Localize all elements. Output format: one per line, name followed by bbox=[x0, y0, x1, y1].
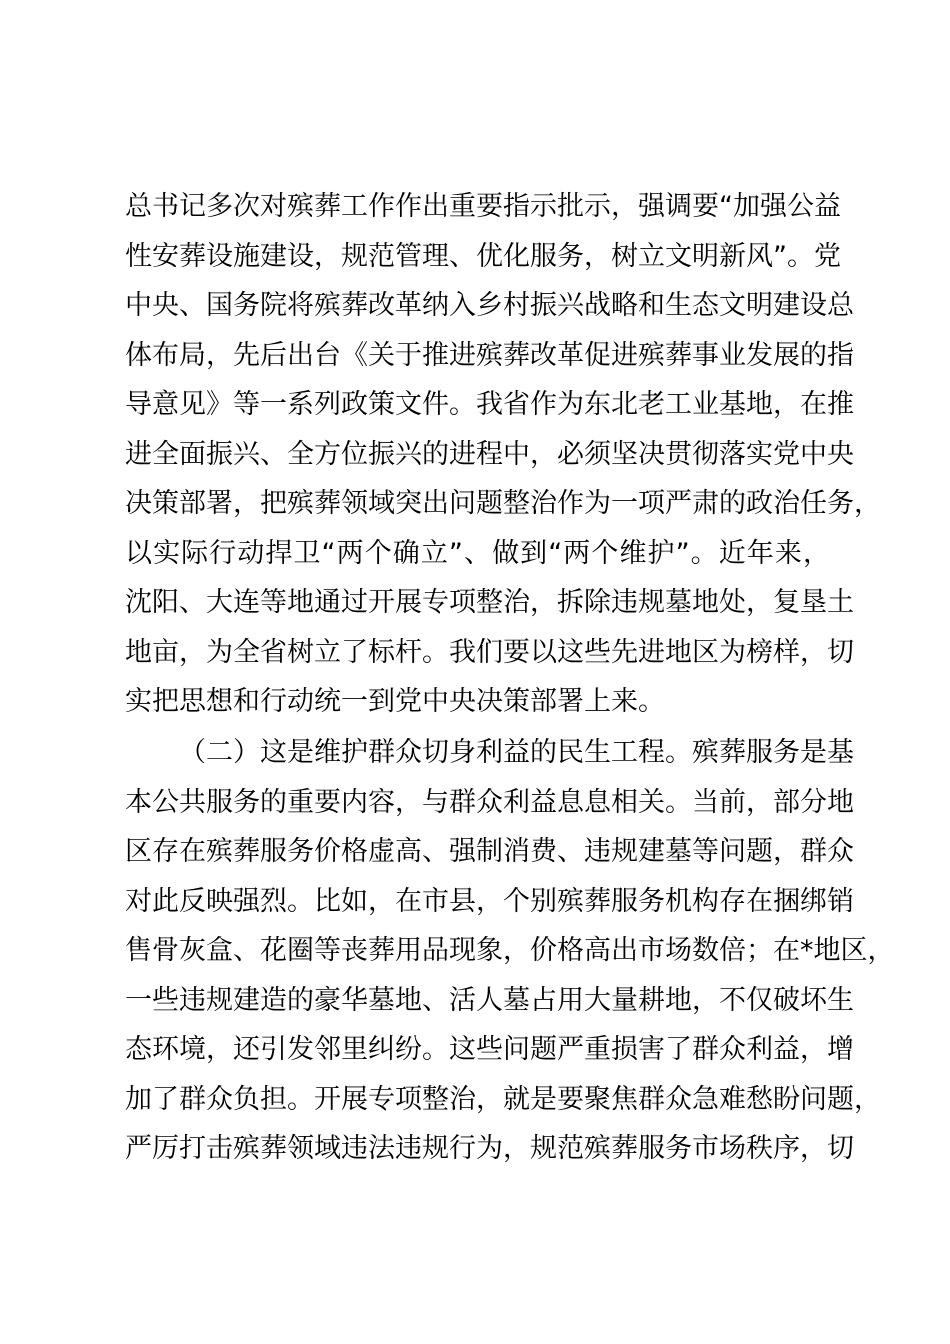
text-line: 对此反映强烈。比如，在市县，个别殡葬服务机构存在捆绑销 bbox=[125, 885, 854, 917]
text-line: 以实际行动捍卫“两个确立”、做到“两个维护”。近年来， bbox=[125, 537, 830, 569]
text-line: 导意见》等一系列政策文件。我省作为东北老工业基地，在推 bbox=[125, 389, 854, 420]
text-line: 态环境，还引发邻里纠纷。这些问题严重损害了群众利益，增 bbox=[125, 1034, 854, 1065]
text-line: 总书记多次对殡葬工作作出重要指示批示，强调要“加强公益 bbox=[125, 191, 841, 222]
text-line: 售骨灰盒、花圈等丧葬用品现象，价格高出市场数倍；在*地区， bbox=[125, 935, 895, 966]
text-line: 区存在殡葬服务价格虚高、强制消费、违规建墓等问题，群众 bbox=[125, 836, 854, 867]
text-line: 严厉打击殡葬领域违法违规行为，规范殡葬服务市场秩序，切 bbox=[125, 1133, 854, 1164]
text-line: 性安葬设施建设，规范管理、优化服务，树立文明新风”。党 bbox=[125, 240, 841, 272]
text-line: 实把思想和行动统一到党中央决策部署上来。 bbox=[125, 686, 665, 717]
paragraph-2 bbox=[125, 728, 895, 1174]
text-line: （二）这是维护群众切身利益的民生工程。殡葬服务是基 bbox=[179, 737, 854, 768]
text-line: 中央、国务院将殡葬改革纳入乡村振兴战略和生态文明建设总 bbox=[125, 290, 854, 321]
text-line: 沈阳、大连等地通过开展专项整治，拆除违规墓地处，复垦土 bbox=[125, 587, 854, 618]
text-line: 一些违规建造的豪华墓地、活人墓占用大量耕地，不仅破坏生 bbox=[125, 984, 854, 1016]
text-line: 本公共服务的重要内容，与群众利益息息相关。当前，部分地 bbox=[125, 786, 854, 818]
text-line: 决策部署，把殡葬领域突出问题整治作为一项严肃的政治任务， bbox=[125, 488, 881, 519]
paragraph-1 bbox=[125, 182, 881, 727]
text-line: 加了群众负担。开展专项整治，就是要聚焦群众急难愁盼问题， bbox=[125, 1083, 881, 1115]
text-line: 地亩，为全省树立了标杆。我们要以这些先进地区为榜样，切 bbox=[125, 636, 854, 668]
text-line: 体布局，先后出台《关于推进殡葬改革促进殡葬事业发展的指 bbox=[125, 339, 854, 371]
text-line: 进全面振兴、全方位振兴的进程中，必须坚决贯彻落实党中央 bbox=[125, 438, 854, 470]
